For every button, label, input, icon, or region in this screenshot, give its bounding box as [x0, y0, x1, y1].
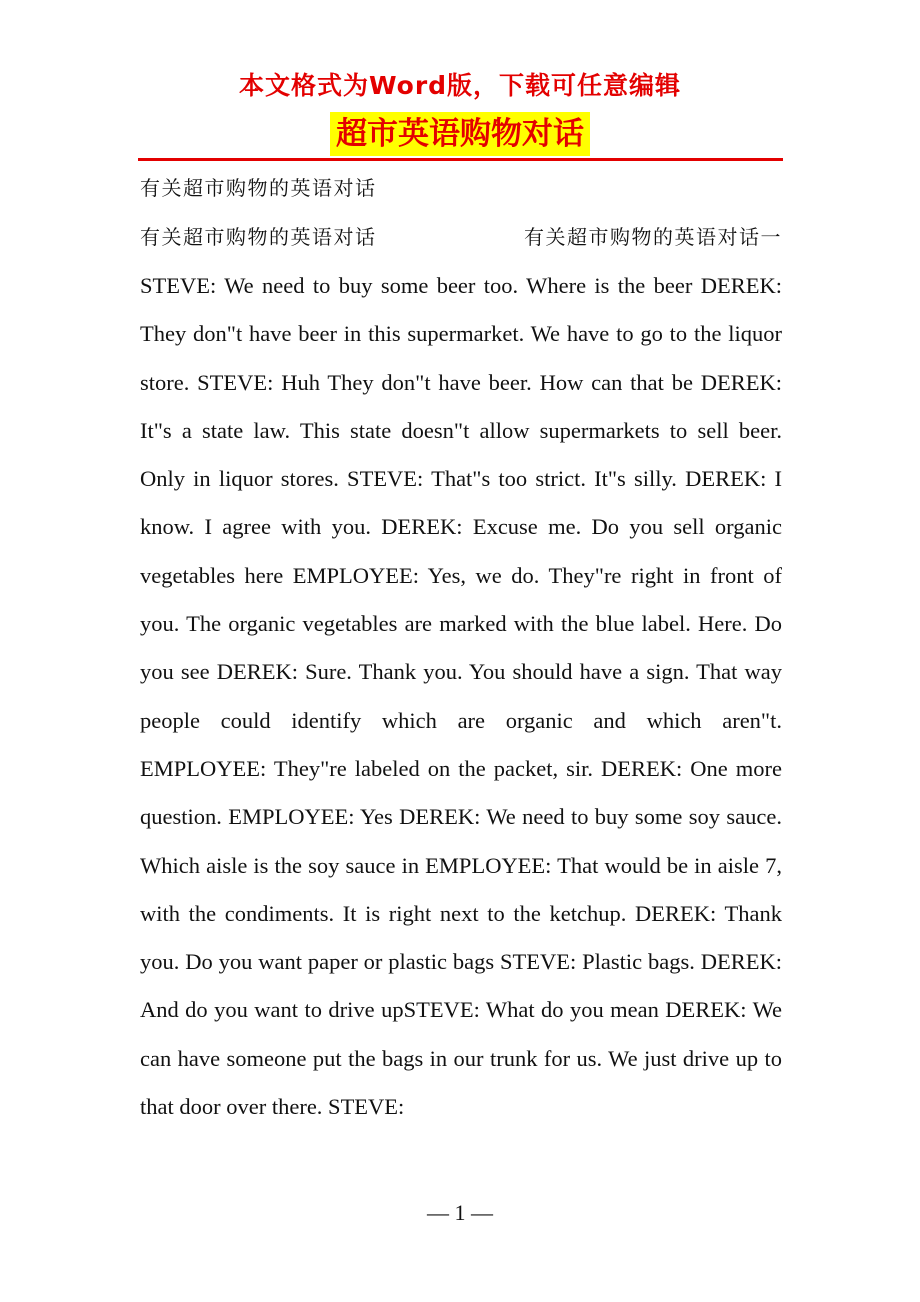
intro-line-2-right: 有关超市购物的英语对话一 [524, 225, 782, 249]
dialogue-paragraph: STEVE: We need to buy some beer too. Where is the beer DEREK: They don"t have beer in this supermarket. We have to go to the liquor store. STEVE: Huh They don"t have beer. How can that be DEREK: It"s a state law. This state doesn"t allow supermarkets to sell beer. Only in liquor stores. STEVE: That"s too strict. It"s silly. DEREK: I know. I agree with you. DEREK: Excuse me. Do you sell organic vegetables here EMPLOYEE: Yes, we do. They"re right in front of you. The organic vegetables are marked with the blue label. Here. Do you see DEREK: Sure. Thank you. You should have a sign. That way people could identify which are organic and which aren"t. EMPLOYEE: They"re labeled on the packet, sir. DEREK: One more question. EMPLOYEE: Yes DEREK: We need to buy some soy sauce. Which aisle is the soy sauce in EMPLOYEE: That would be in aisle 7, with the condiments. It is right next to the ketchup. DEREK: Thank you. Do you want paper or plastic bags STEVE: Plastic bags. DEREK: And do you want to drive upSTEVE: What do you mean DEREK: We can have someone put the bags in our trunk for us. We just drive up to that door over there. STEVE: [140, 273, 782, 1120]
page-number: — 1 — [427, 1200, 493, 1225]
intro-line-1: 有关超市购物的英语对话 [140, 176, 377, 200]
intro-line-2 [140, 221, 782, 250]
document-title: 超市英语购物对话 [330, 112, 590, 156]
format-banner: 本文格式为Word版，下载可任意编辑 [238, 71, 682, 100]
title-container [0, 112, 920, 156]
intro-line-2-left: 有关超市购物的英语对话 [140, 225, 377, 249]
title-divider [138, 158, 783, 161]
